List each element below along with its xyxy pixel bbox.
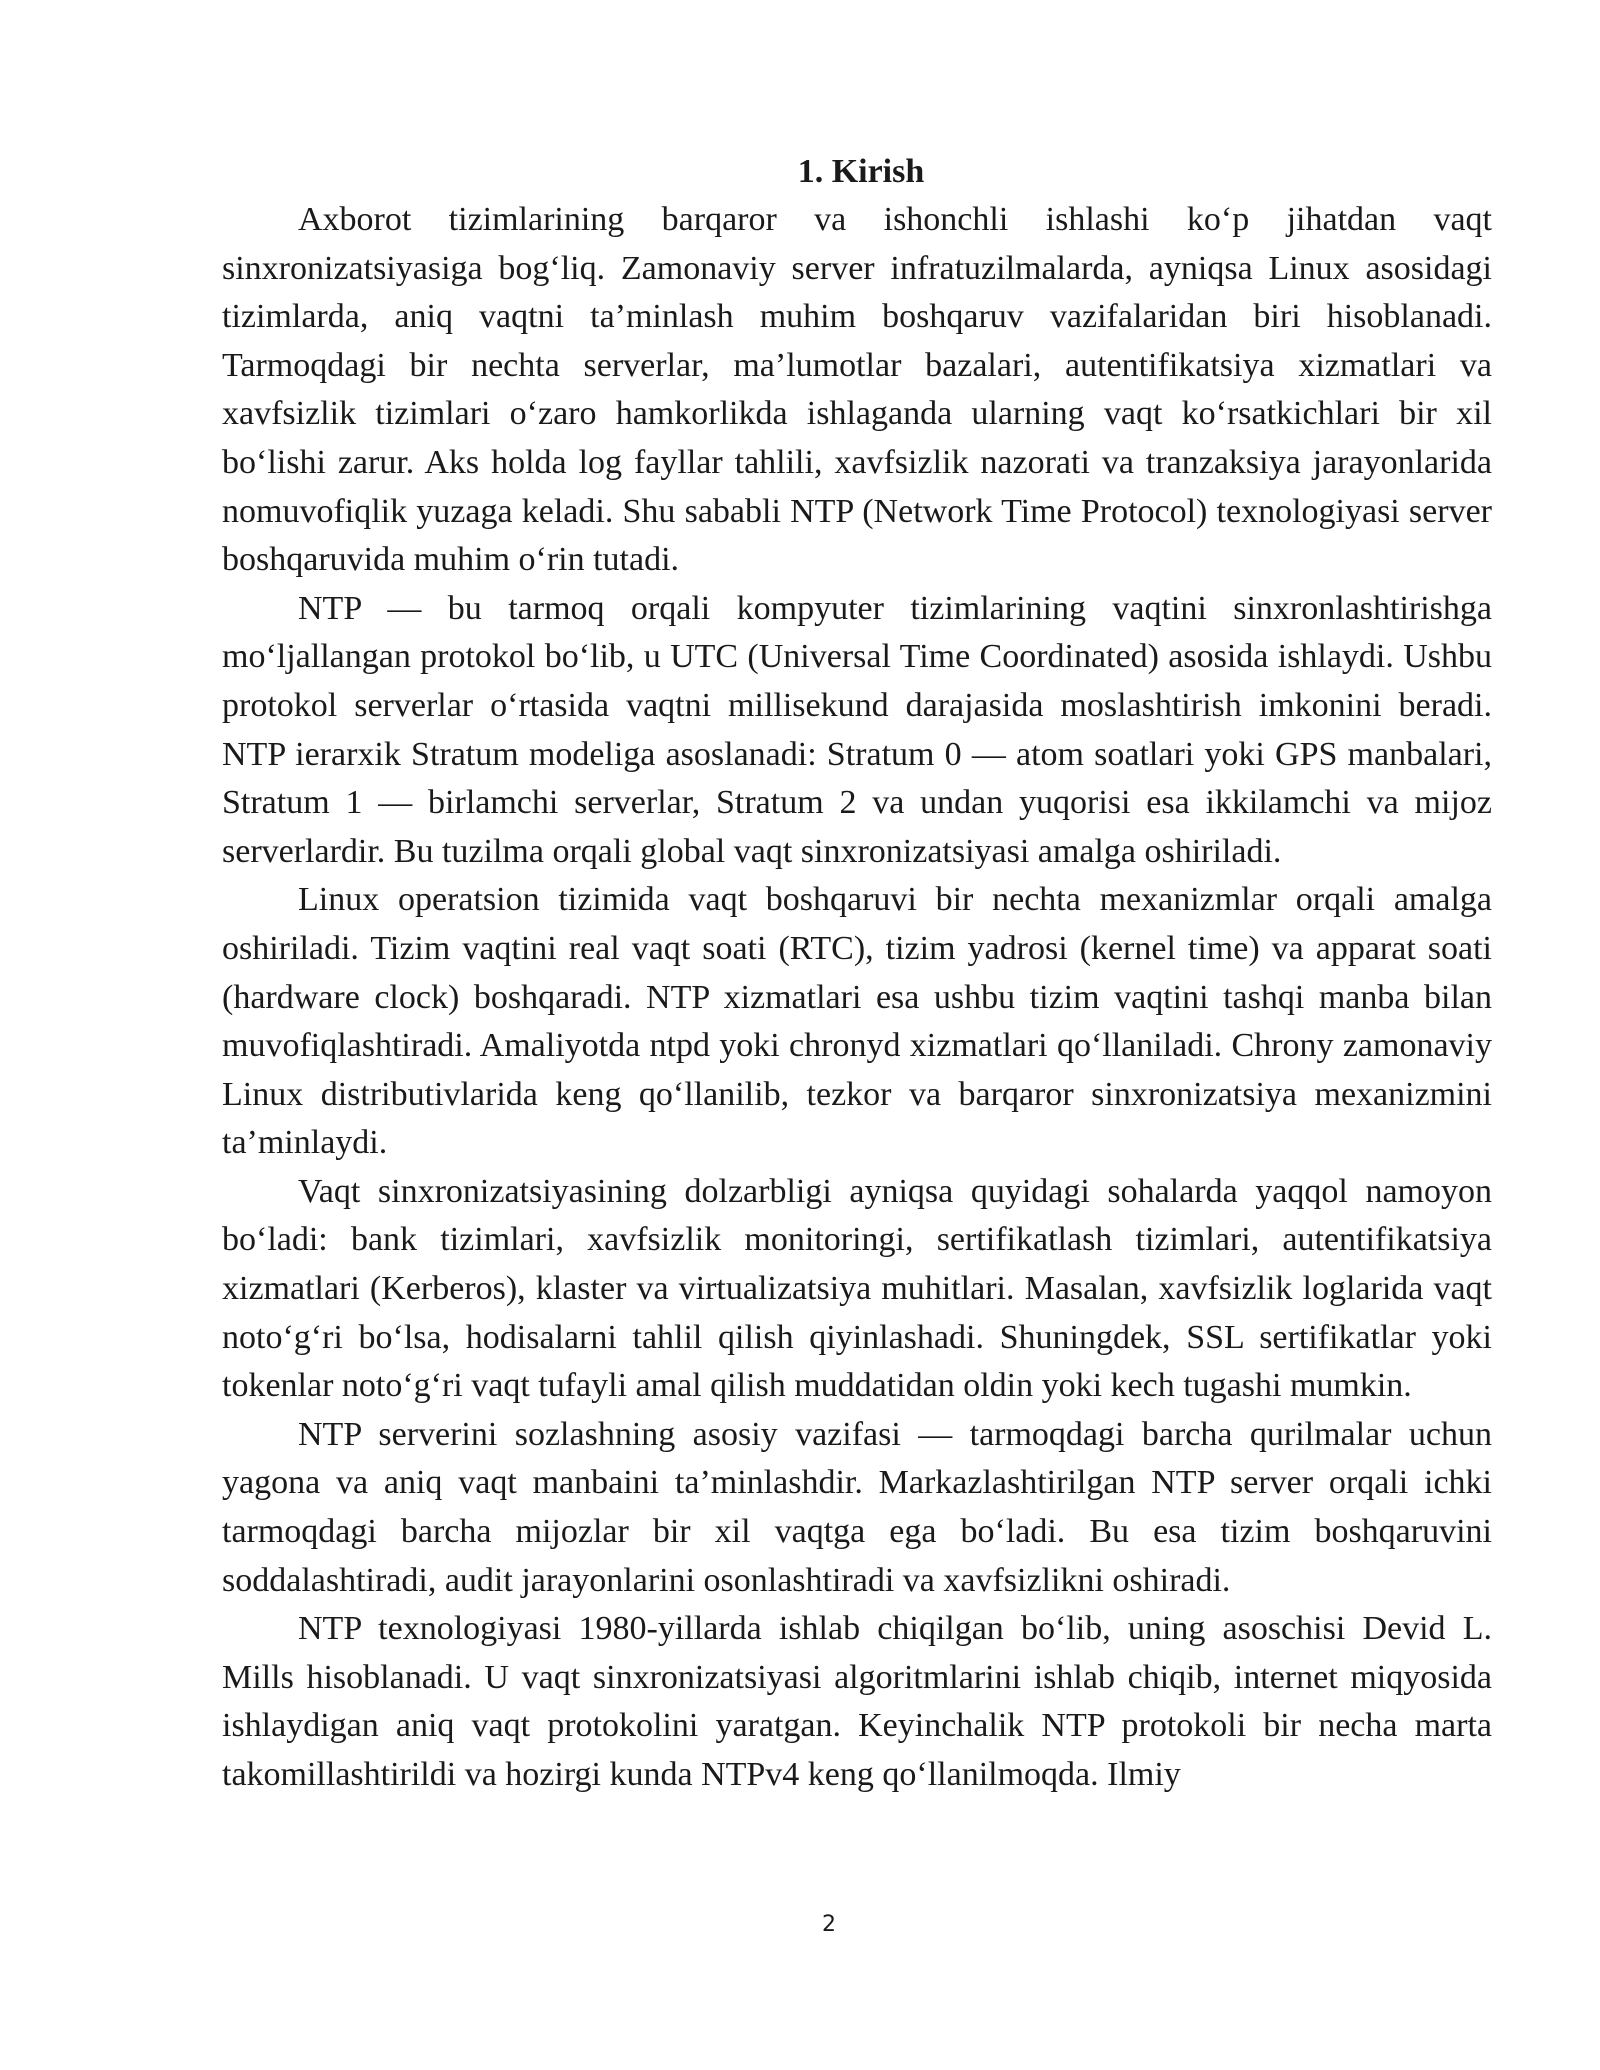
paragraph-4: Vaqt sinxronizatsiyasining dolzarbligi ayniqsa quyidagi sohalarda yaqqol namoyon bo‘ladi: bank tizimlari, xavfsizlik monitoringi, sertifikatlash tizimlari, autentifikatsiya xizmatlari (Kerberos), klaster va virtualizatsiya muhitlari. Masalan, xavfsizlik loglarida vaqt noto‘g‘ri bo‘lsa, hodisalarni tahlil qilish qiyinlashadi. Shuningdek, SSL sertifikatlar yoki tokenlar noto‘g‘ri vaqt tufayli amal qilish muddatidan oldin yoki kech tugashi mumkin. — [222, 1172, 1492, 1405]
page-content — [222, 148, 1492, 1800]
paragraph-5: NTP serverini sozlashning asosiy vazifasi — tarmoqdagi barcha qurilmalar uchun yagona va aniq vaqt manbaini ta’minlashdir. Markazlashtirilgan NTP server orqali ichki tarmoqdagi barcha mijozlar bir xil vaqtga ega bo‘ladi. Bu esa tizim boshqaruvini soddalashtiradi, audit jarayonlarini osonlashtiradi va xavfsizlikni oshiradi. — [222, 1415, 1492, 1599]
paragraph-1: Axborot tizimlarining barqaror va ishonchli ishlashi ko‘p jihatdan vaqt sinxronizatsiyasiga bog‘liq. Zamonaviy server infratuzilmalarda, ayniqsa Linux asosidagi tizimlarda, aniq vaqtni ta’minlash muhim boshqaruv vazifalaridan biri hisoblanadi. Tarmoqdagi bir nechta serverlar, ma’lumotlar bazalari, autentifikatsiya xizmatlari va xavfsizlik tizimlari o‘zaro hamkorlikda ishlaganda ularning vaqt ko‘rsatkichlari bir xil bo‘lishi zarur. Aks holda log fayllar tahlili, xavfsizlik nazorati va tranzaksiya jarayonlarida nomuvofiqlik yuzaga keladi. Shu sababli NTP (Network Time Protocol) texnologiyasi server boshqaruvida muhim o‘rin tutadi. — [222, 201, 1492, 579]
paragraph-6: NTP texnologiyasi 1980-yillarda ishlab chiqilgan bo‘lib, uning asoschisi Devid L. Mills hisoblanadi. U vaqt sinxronizatsiyasi algoritmlarini ishlab chiqib, internet miqyosida ishlaydigan aniq vaqt protokolini yaratgan. Keyinchalik NTP protokoli bir necha marta takomillashtirildi va hozirgi kunda NTPv4 keng qo‘llanilmoqda. Ilmiy — [222, 1610, 1492, 1793]
paragraph-3: Linux operatsion tizimida vaqt boshqaruvi bir nechta mexanizmlar orqali amalga oshiriladi. Tizim vaqtini real vaqt soati (RTC), tizim yadrosi (kernel time) va apparat soati (hardware clock) boshqaradi. NTP xizmatlari esa ushbu tizim vaqtini tashqi manba bilan muvofiqlashtiradi. Amaliyotda ntpd yoki chronyd xizmatlari qo‘llaniladi. Chrony zamonaviy Linux distributivlarida keng qo‘llanilib, tezkor va barqaror sinxronizatsiya mexanizmini ta’minlaydi. — [222, 881, 1492, 1162]
page-number: 2 — [822, 1912, 836, 1937]
section-heading: 1. Kirish — [797, 153, 925, 190]
paragraph-2: NTP — bu tarmoq orqali kompyuter tizimlarining vaqtini sinxronlashtirishga mo‘ljallangan protokol bo‘lib, u UTC (Universal Time Coordinated) asosida ishlaydi. Ushbu protokol serverlar o‘rtasida vaqtni millisekund darajasida moslashtirish imkonini beradi. NTP ierarxik Stratum modeliga asoslanadi: Stratum 0 — atom soatlari yoki GPS manbalari, Stratum 1 — birlamchi serverlar, Stratum 2 va undan yuqorisi esa ikkilamchi va mijoz serverlardir. Bu tuzilma orqali global vaqt sinxronizatsiyasi amalga oshiriladi. — [222, 589, 1492, 870]
